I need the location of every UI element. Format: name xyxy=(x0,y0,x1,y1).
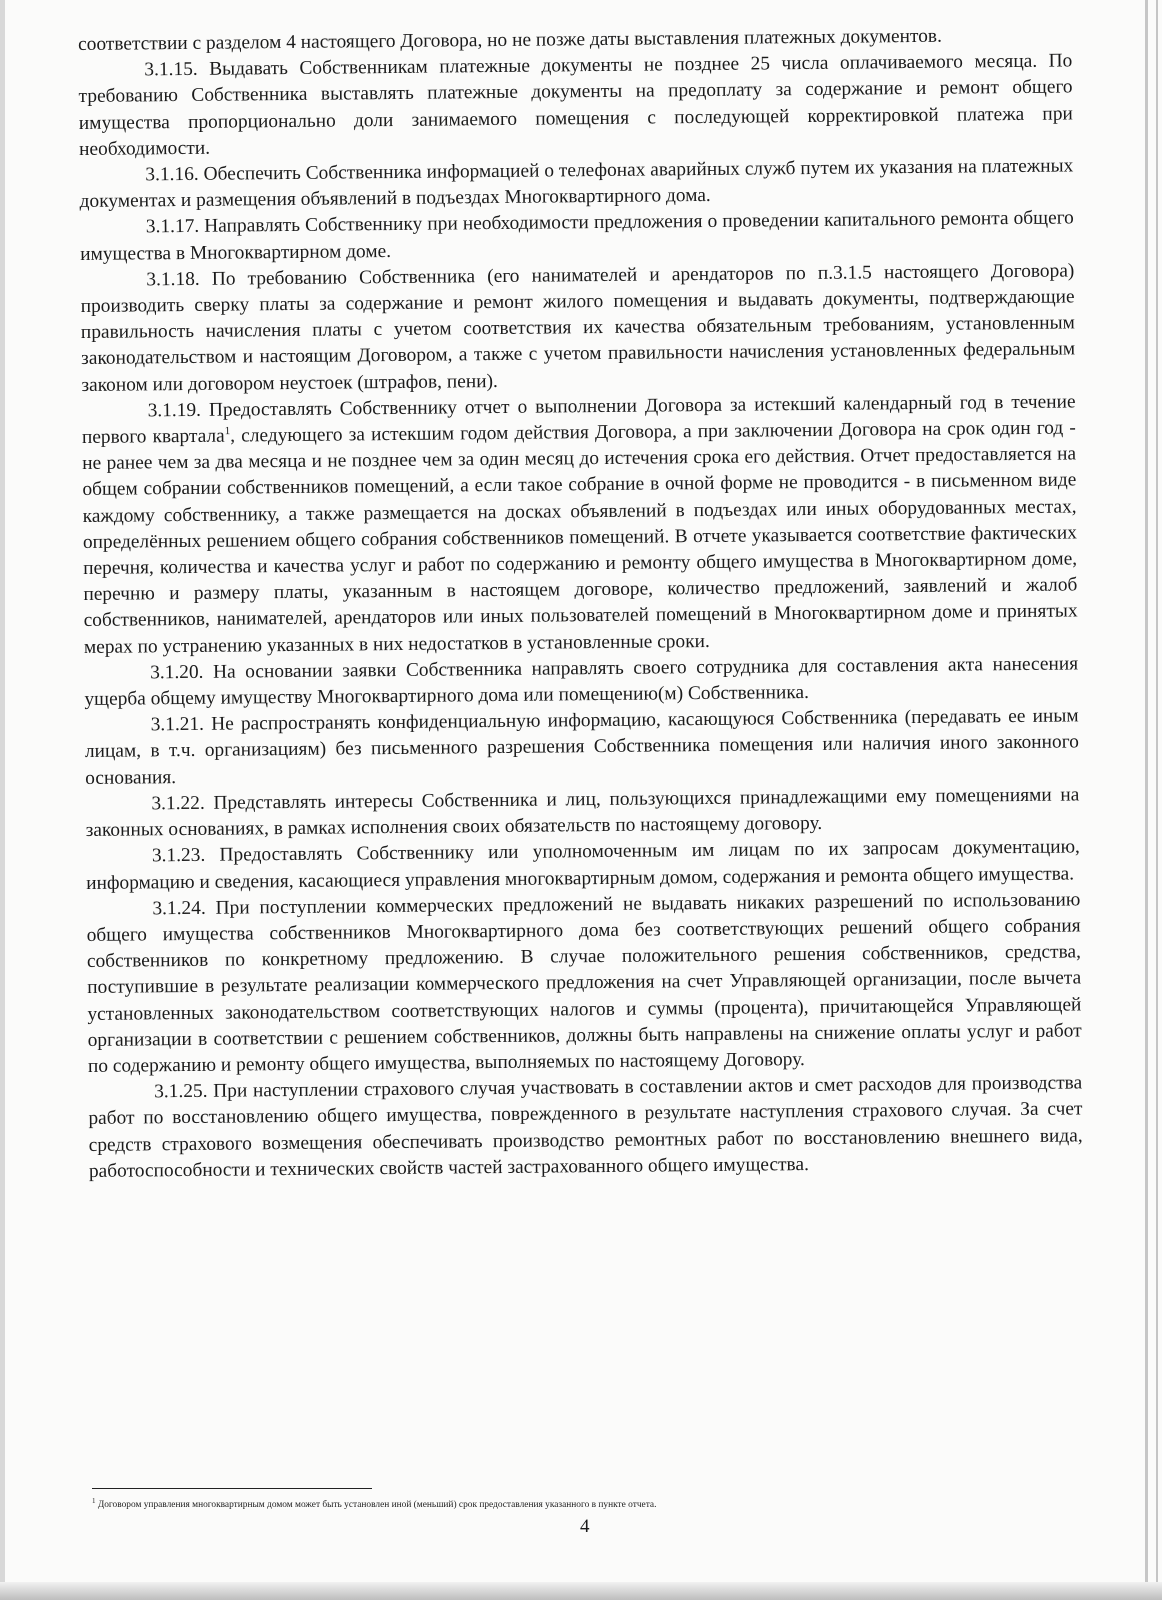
paragraph-3-1-15: 3.1.15. Выдавать Собственникам платежные документы не позднее 25 числа оплачиваемого месяца. По требованию Собственника выставлять платежные документы на предоплату за содержание и ремонт общего имущества пропорционально доли занимаемого помещения с последующей корректировкой платежа при необходимости. xyxy=(78,50,1073,160)
page-number: 4 xyxy=(580,1516,590,1537)
footnote-text: Договором управления многоквартирным домом может быть установлен иной (меньший) срок предоставления указанного в пункте отчета. xyxy=(97,1500,657,1510)
document-body xyxy=(78,22,1083,1184)
paragraph-3-1-17: 3.1.17. Направлять Собственнику при необходимости предложения о проведении капитального ремонта общего имущества в Многоквартирном доме. xyxy=(80,207,1074,265)
paragraph-continuation: соответствии с разделом 4 настоящего Договора, но не позже даты выставления платежных документов. xyxy=(78,25,942,55)
footnote xyxy=(92,1496,992,1511)
scan-bottom-edge xyxy=(0,1582,1162,1600)
paragraph-3-1-23: 3.1.23. Предоставлять Собственнику или уполномоченным им лицам по их запросам документацию, информацию и сведения, касающиеся управления многоквартирным домом, содержания и ремонта общего имущества. xyxy=(86,836,1080,894)
paragraph-3-1-20: 3.1.20. На основании заявки Собственника направлять своего сотрудника для составления акта нанесения ущерба общему имуществу Многоквартирного дома или помещению(м) Собственника. xyxy=(84,653,1079,711)
scan-left-edge xyxy=(0,0,5,1600)
footnote-separator xyxy=(92,1488,372,1489)
paragraph-3-1-19-rest: , следующего за истекшим годом действия Договора, а при заключении Договора на срок один год - не ранее чем за два месяца и не позднее чем за один месяц до истечения срока его действия. Отчет предоставляется на общем собрании собственников помещений, а если такое собрание в очной форме не проводится - в письменном виде каждому собственнику, а также размещается на досках объявлений в подъездах или иных оборудованных местах, определённых решением общего собрания собственников помещений. В отчете указывается соответствие фактических перечня, количества и качества услуг и работ по содержанию и ремонту общего имущества в Многоквартирном доме, перечню и размеру платы, указанным в настоящем договоре, количество предложений, заявлений и жалоб собственников, нанимателей, арендаторов или иных пользователей помещений в Многоквартирном доме и принятых мерах по устранению указанных в них недостатков в установленные сроки. xyxy=(82,417,1078,658)
paragraph-3-1-18: 3.1.18. По требованию Собственника (его нанимателей и арендаторов по п.3.1.5 настоящего Договора) производить сверку платы за содержание и ремонт жилого помещения и выдавать документы, подтверждающие правильность начисления платы с учетом соответствия их качества обязательным требованиям, установленным законодательством и настоящим Договором, а также с учетом правильности начисления установленных федеральным законом или договором неустоек (штрафов, пени). xyxy=(80,260,1076,396)
scan-right-edge xyxy=(1145,0,1148,1600)
footnote-mark: 1 xyxy=(92,1496,96,1505)
paragraph-3-1-21: 3.1.21. Не распространять конфиденциальную информацию, касающуюся Собственника (передавать ее иным лицам, в т.ч. организациям) без письменного разрешения Собственника помещения или наличия иного законного основания. xyxy=(84,705,1079,789)
paragraph-3-1-24: 3.1.24. При поступлении коммерческих предложений не выдавать никаких разрешений по использованию общего имущества собственников Многоквартирного дома без соответствующих решений общего собрания собственников по конкретному предложению. В случае положительного решения собственников, средства, поступившие в результате реализации коммерческого предложения на счет Управляющей организации, после вычета установленных законодательством соответствующих налогов и суммы (процента), причитающейся Управляющей организации в соответствии с решением собственников, должны быть направлены на снижение оплаты услуг и работ по содержанию и ремонту общего имущества, выполняемых по настоящему Договору. xyxy=(86,889,1082,1077)
paragraph-3-1-22: 3.1.22. Представлять интересы Собственника и лиц, пользующихся принадлежащими ему помещениями на законных основаниях, в рамках исполнения своих обязательств по настоящему договору. xyxy=(85,784,1080,842)
paragraph-3-1-19 xyxy=(82,389,1078,661)
scan-right-edge-outer xyxy=(1156,0,1158,1600)
footnote-reference[interactable]: 1 xyxy=(224,425,231,438)
paragraph-3-1-16: 3.1.16. Обеспечить Собственника информацией о телефонах аварийных служб путем их указания на платежных документах и размещения объявлений в подъездах Многоквартирного дома. xyxy=(79,155,1074,213)
paragraph-3-1-19-start: 3.1.19. Предоставлять Собственнику отчет о выполнении Договора за истекший календарный год в течение первого квартала xyxy=(81,391,1076,449)
paragraph-3-1-25: 3.1.25. При наступлении страхового случая участвовать в составлении актов и смет расходов для производства работ по восстановлению общего имущества, поврежденного в результате наступления страхового случая. За счет средств страхового возмещения обеспечивать производство ремонтных работ по восстановлению внешнего вида, работоспособности и технических свойств частей застрахованного общего имущества. xyxy=(88,1072,1083,1182)
